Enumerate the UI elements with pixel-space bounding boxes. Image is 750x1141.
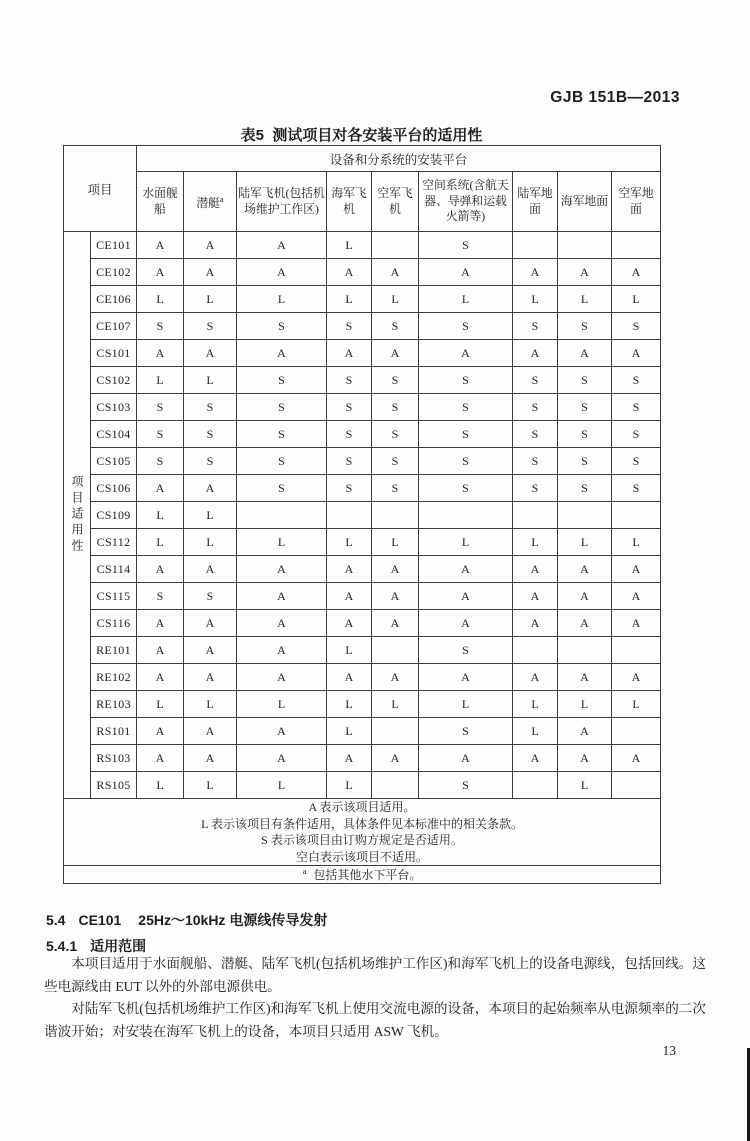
cell-value: A xyxy=(327,340,372,367)
table-row xyxy=(64,745,661,772)
cell-value xyxy=(372,772,419,799)
cell-value: A xyxy=(558,718,612,745)
cell-value: S xyxy=(419,772,513,799)
table-row xyxy=(64,421,661,448)
footnote-marker: a xyxy=(302,866,307,876)
item-code: CS104 xyxy=(91,421,137,448)
cell-value: L xyxy=(137,529,184,556)
cell-value: S xyxy=(558,394,612,421)
platform-label: 陆军飞机(包括机场维护工作区) xyxy=(238,186,325,216)
table-row xyxy=(64,340,661,367)
cell-value: L xyxy=(184,772,237,799)
cell-value: S xyxy=(372,421,419,448)
platform-header xyxy=(184,172,237,232)
cell-value: A xyxy=(137,745,184,772)
cell-value xyxy=(237,502,327,529)
cell-value: S xyxy=(419,475,513,502)
cell-value: A xyxy=(237,718,327,745)
cell-value: A xyxy=(237,259,327,286)
cell-value: A xyxy=(237,610,327,637)
cell-value: S xyxy=(419,421,513,448)
section-number: 5.4 xyxy=(46,912,66,928)
cell-value: L xyxy=(327,286,372,313)
cell-value: L xyxy=(327,232,372,259)
cell-value: S xyxy=(558,475,612,502)
platform-label: 空间系统(含航天器、导弹和运载火箭等) xyxy=(422,178,509,224)
cell-value: A xyxy=(237,583,327,610)
cell-value: L xyxy=(612,691,661,718)
cell-value: L xyxy=(513,718,558,745)
table-row xyxy=(64,664,661,691)
cell-value xyxy=(372,718,419,745)
cell-value: S xyxy=(327,394,372,421)
cell-value: S xyxy=(237,421,327,448)
cell-value: L xyxy=(513,286,558,313)
platform-footnote-marker: a xyxy=(219,193,224,204)
cell-value: A xyxy=(419,556,513,583)
cell-value: L xyxy=(137,367,184,394)
cell-value: S xyxy=(513,421,558,448)
table-row xyxy=(64,232,661,259)
cell-value: A xyxy=(419,340,513,367)
cell-value: A xyxy=(419,745,513,772)
cell-value xyxy=(612,718,661,745)
cell-value: S xyxy=(372,475,419,502)
cell-value: A xyxy=(513,610,558,637)
cell-value: A xyxy=(137,556,184,583)
cell-value: A xyxy=(137,637,184,664)
cell-value: S xyxy=(419,637,513,664)
cell-value: S xyxy=(184,583,237,610)
section-title: 适用范围 xyxy=(90,938,147,954)
cell-value: A xyxy=(558,745,612,772)
cell-value xyxy=(372,502,419,529)
cell-value: S xyxy=(327,448,372,475)
cell-value: A xyxy=(612,583,661,610)
page-number: 13 xyxy=(662,1043,676,1058)
cell-value: L xyxy=(137,772,184,799)
section-heading-5-4 xyxy=(46,910,327,930)
cell-value: A xyxy=(513,745,558,772)
group-header-row xyxy=(64,146,661,172)
paragraph-2: 对陆军飞机(包括机场维护工作区)和海军飞机上使用交流电源的设备，本项目的起始频率从电源频率的二次谐波开始；对安装在海军飞机上的设备，本项目只适用 ASW 飞机。 xyxy=(44,1001,706,1039)
cell-value: A xyxy=(137,340,184,367)
footnote-row xyxy=(64,866,661,884)
cell-value: S xyxy=(612,421,661,448)
cell-value: A xyxy=(137,664,184,691)
table-row xyxy=(64,502,661,529)
table-row xyxy=(64,583,661,610)
cell-value: S xyxy=(372,313,419,340)
cell-value: L xyxy=(419,691,513,718)
cell-value: A xyxy=(184,637,237,664)
platform-label: 海军地面 xyxy=(560,193,609,208)
applicability-table xyxy=(63,145,661,884)
cell-value: A xyxy=(137,475,184,502)
item-code: CS114 xyxy=(91,556,137,583)
item-code: RS105 xyxy=(91,772,137,799)
platform-label: 海军飞机 xyxy=(331,186,367,216)
cell-value: S xyxy=(612,448,661,475)
cell-value: A xyxy=(558,664,612,691)
cell-value: A xyxy=(137,610,184,637)
cell-value: L xyxy=(372,691,419,718)
cell-value: S xyxy=(372,448,419,475)
table-row xyxy=(64,394,661,421)
cell-value xyxy=(419,502,513,529)
cell-value: L xyxy=(184,502,237,529)
cell-value xyxy=(513,502,558,529)
cell-value: L xyxy=(327,637,372,664)
cell-value: L xyxy=(137,691,184,718)
table-row xyxy=(64,772,661,799)
cell-value: A xyxy=(419,259,513,286)
cell-value: L xyxy=(372,286,419,313)
cell-value: S xyxy=(419,367,513,394)
cell-value: A xyxy=(184,745,237,772)
cell-value: A xyxy=(612,610,661,637)
cell-value: A xyxy=(513,340,558,367)
body-text xyxy=(44,953,706,1043)
item-code: CE107 xyxy=(91,313,137,340)
cell-value: A xyxy=(184,610,237,637)
cell-value: A xyxy=(372,556,419,583)
cell-value: S xyxy=(513,394,558,421)
item-code: CS101 xyxy=(91,340,137,367)
cell-value: L xyxy=(327,772,372,799)
cell-value xyxy=(372,637,419,664)
cell-value xyxy=(513,232,558,259)
cell-value: S xyxy=(184,421,237,448)
cell-value: A xyxy=(372,610,419,637)
cell-value: A xyxy=(237,637,327,664)
cell-value xyxy=(612,637,661,664)
cell-value: L xyxy=(327,529,372,556)
cell-value: A xyxy=(137,718,184,745)
cell-value: A xyxy=(558,583,612,610)
table-row xyxy=(64,556,661,583)
item-code: CS102 xyxy=(91,367,137,394)
cell-value: S xyxy=(612,367,661,394)
cell-value: S xyxy=(237,394,327,421)
table-row xyxy=(64,367,661,394)
cell-value: A xyxy=(372,583,419,610)
row-group-label-text: 项目适用性 xyxy=(70,475,84,555)
platform-header xyxy=(612,172,661,232)
platform-label: 空军地面 xyxy=(618,186,654,216)
cell-value: S xyxy=(327,475,372,502)
footnote xyxy=(64,866,661,884)
cell-value xyxy=(558,232,612,259)
table-row xyxy=(64,637,661,664)
cell-value: S xyxy=(372,367,419,394)
cell-value: A xyxy=(612,259,661,286)
cell-value: A xyxy=(184,475,237,502)
cell-value: S xyxy=(184,394,237,421)
cell-value: A xyxy=(612,340,661,367)
cell-value: S xyxy=(237,448,327,475)
cell-value: S xyxy=(419,313,513,340)
cell-value: L xyxy=(184,286,237,313)
cell-value: A xyxy=(327,664,372,691)
table-row xyxy=(64,448,661,475)
cell-value: S xyxy=(137,394,184,421)
table-body xyxy=(64,232,661,799)
platform-header xyxy=(419,172,513,232)
item-code: CE102 xyxy=(91,259,137,286)
cell-value xyxy=(372,232,419,259)
cell-value: S xyxy=(184,448,237,475)
platform-header xyxy=(237,172,327,232)
legend-line: S 表示该项目由订购方规定是否适用。 xyxy=(261,833,463,847)
cell-value xyxy=(327,502,372,529)
cell-value: S xyxy=(327,313,372,340)
cell-value: A xyxy=(558,259,612,286)
cell-value: L xyxy=(513,529,558,556)
table-row xyxy=(64,475,661,502)
section-number: 5.4.1 xyxy=(46,938,78,954)
cell-value: L xyxy=(137,286,184,313)
row-group-label xyxy=(64,232,91,799)
cell-value: A xyxy=(372,259,419,286)
platform-header-row xyxy=(64,172,661,232)
cell-value: A xyxy=(513,259,558,286)
cell-value: S xyxy=(419,394,513,421)
cell-value: S xyxy=(612,475,661,502)
cell-value: A xyxy=(237,340,327,367)
cell-value: S xyxy=(558,448,612,475)
cell-value: S xyxy=(184,313,237,340)
item-code: RS101 xyxy=(91,718,137,745)
platform-header xyxy=(372,172,419,232)
cell-value: S xyxy=(513,313,558,340)
cell-value: S xyxy=(612,394,661,421)
item-code: RE101 xyxy=(91,637,137,664)
cell-value: S xyxy=(372,394,419,421)
cell-value xyxy=(612,502,661,529)
legend xyxy=(64,799,661,866)
cell-value: A xyxy=(327,556,372,583)
cell-value: S xyxy=(558,367,612,394)
cell-value: S xyxy=(419,232,513,259)
cell-value: L xyxy=(184,691,237,718)
table-row xyxy=(64,718,661,745)
item-code: CE101 xyxy=(91,232,137,259)
cell-value: A xyxy=(558,340,612,367)
cell-value: A xyxy=(137,259,184,286)
cell-value xyxy=(558,502,612,529)
cell-value xyxy=(513,772,558,799)
cell-value: S xyxy=(237,313,327,340)
cell-value: L xyxy=(419,529,513,556)
table-title: 表5 测试项目对各安装平台的适用性 xyxy=(240,127,483,144)
platform-label: 陆军地面 xyxy=(517,186,553,216)
platform-header xyxy=(513,172,558,232)
cell-value: A xyxy=(513,556,558,583)
cell-value: S xyxy=(419,718,513,745)
footnote-text: 包括其他水下平台。 xyxy=(313,868,422,882)
cell-value: A xyxy=(137,232,184,259)
legend-line: A 表示该项目适用。 xyxy=(308,800,416,814)
cell-value: S xyxy=(137,421,184,448)
cell-value: L xyxy=(237,772,327,799)
platform-header xyxy=(558,172,612,232)
table-row xyxy=(64,529,661,556)
cell-value: S xyxy=(327,367,372,394)
cell-value xyxy=(558,637,612,664)
cell-value: S xyxy=(612,313,661,340)
item-code: CS105 xyxy=(91,448,137,475)
item-code: CS109 xyxy=(91,502,137,529)
table-row xyxy=(64,259,661,286)
cell-value: A xyxy=(419,583,513,610)
cell-value: A xyxy=(558,556,612,583)
section-title: 25Hz～10kHz 电源线传导发射 xyxy=(138,912,328,928)
cell-value: A xyxy=(184,718,237,745)
platform-header xyxy=(327,172,372,232)
item-code: RE102 xyxy=(91,664,137,691)
table-row xyxy=(64,286,661,313)
item-code: CS112 xyxy=(91,529,137,556)
cell-value: L xyxy=(419,286,513,313)
cell-value: L xyxy=(327,718,372,745)
cell-value: L xyxy=(327,691,372,718)
cell-value: L xyxy=(237,529,327,556)
platform-header xyxy=(137,172,184,232)
cell-value: S xyxy=(419,448,513,475)
cell-value: A xyxy=(372,340,419,367)
cell-value: A xyxy=(327,610,372,637)
group-header: 设备和分系统的安装平台 xyxy=(137,146,661,172)
legend-line: L 表示该项目有条件适用，具体条件见本标准中的相关条款。 xyxy=(201,816,523,831)
cell-value: A xyxy=(612,556,661,583)
item-code: RS103 xyxy=(91,745,137,772)
cell-value: S xyxy=(327,421,372,448)
cell-value: L xyxy=(558,772,612,799)
cell-value: S xyxy=(237,367,327,394)
cell-value: L xyxy=(237,286,327,313)
cell-value xyxy=(513,637,558,664)
cell-value: A xyxy=(612,745,661,772)
legend-row xyxy=(64,799,661,866)
cell-value: A xyxy=(612,664,661,691)
item-code: RE103 xyxy=(91,691,137,718)
cell-value: A xyxy=(372,664,419,691)
cell-value: A xyxy=(327,583,372,610)
cell-value: A xyxy=(237,745,327,772)
table-row xyxy=(64,610,661,637)
table-row xyxy=(64,313,661,340)
cell-value: A xyxy=(237,232,327,259)
item-code: CS106 xyxy=(91,475,137,502)
cell-value: L xyxy=(237,691,327,718)
cell-value: A xyxy=(327,259,372,286)
legend-line: 空白表示该项目不适用。 xyxy=(296,849,429,864)
cell-value: A xyxy=(513,664,558,691)
table-row xyxy=(64,691,661,718)
cell-value: L xyxy=(612,286,661,313)
item-code: CS103 xyxy=(91,394,137,421)
cell-value: A xyxy=(184,340,237,367)
cell-value: S xyxy=(558,421,612,448)
platform-label: 潜艇 xyxy=(196,195,220,210)
paragraph-1: 本项目适用于水面舰船、潜艇、陆军飞机(包括机场维护工作区)和海军飞机上的设备电源线，包括回线。这些电源线由 EUT 以外的外部电源供电。 xyxy=(44,956,706,994)
cell-value: A xyxy=(327,745,372,772)
platform-label: 空军飞机 xyxy=(377,186,413,216)
cell-value: L xyxy=(184,529,237,556)
cell-value: L xyxy=(513,691,558,718)
cell-value: L xyxy=(558,529,612,556)
item-code: CS115 xyxy=(91,583,137,610)
item-code: CE106 xyxy=(91,286,137,313)
cell-value: L xyxy=(558,691,612,718)
corner-header: 项目 xyxy=(64,146,137,232)
cell-value: L xyxy=(558,286,612,313)
cell-value: S xyxy=(137,448,184,475)
cell-value: L xyxy=(137,502,184,529)
cell-value: A xyxy=(184,664,237,691)
cell-value: A xyxy=(184,556,237,583)
table-notes xyxy=(64,799,661,884)
cell-value: S xyxy=(137,313,184,340)
item-code: CS116 xyxy=(91,610,137,637)
cell-value: A xyxy=(419,610,513,637)
cell-value: A xyxy=(372,745,419,772)
cell-value: S xyxy=(513,475,558,502)
cell-value: S xyxy=(513,367,558,394)
cell-value xyxy=(612,232,661,259)
platform-label: 水面舰船 xyxy=(142,186,178,216)
section-item-code: CE101 xyxy=(78,912,122,928)
cell-value: A xyxy=(237,556,327,583)
cell-value: S xyxy=(137,583,184,610)
cell-value: A xyxy=(558,610,612,637)
cell-value: S xyxy=(237,475,327,502)
cell-value: A xyxy=(184,232,237,259)
cell-value xyxy=(612,772,661,799)
cell-value: A xyxy=(419,664,513,691)
cell-value: L xyxy=(184,367,237,394)
cell-value: A xyxy=(237,664,327,691)
cell-value: S xyxy=(513,448,558,475)
cell-value: A xyxy=(513,583,558,610)
cell-value: S xyxy=(558,313,612,340)
doc-code: GJB 151B—2013 xyxy=(550,89,680,106)
cell-value: A xyxy=(184,259,237,286)
cell-value: L xyxy=(372,529,419,556)
cell-value: L xyxy=(612,529,661,556)
